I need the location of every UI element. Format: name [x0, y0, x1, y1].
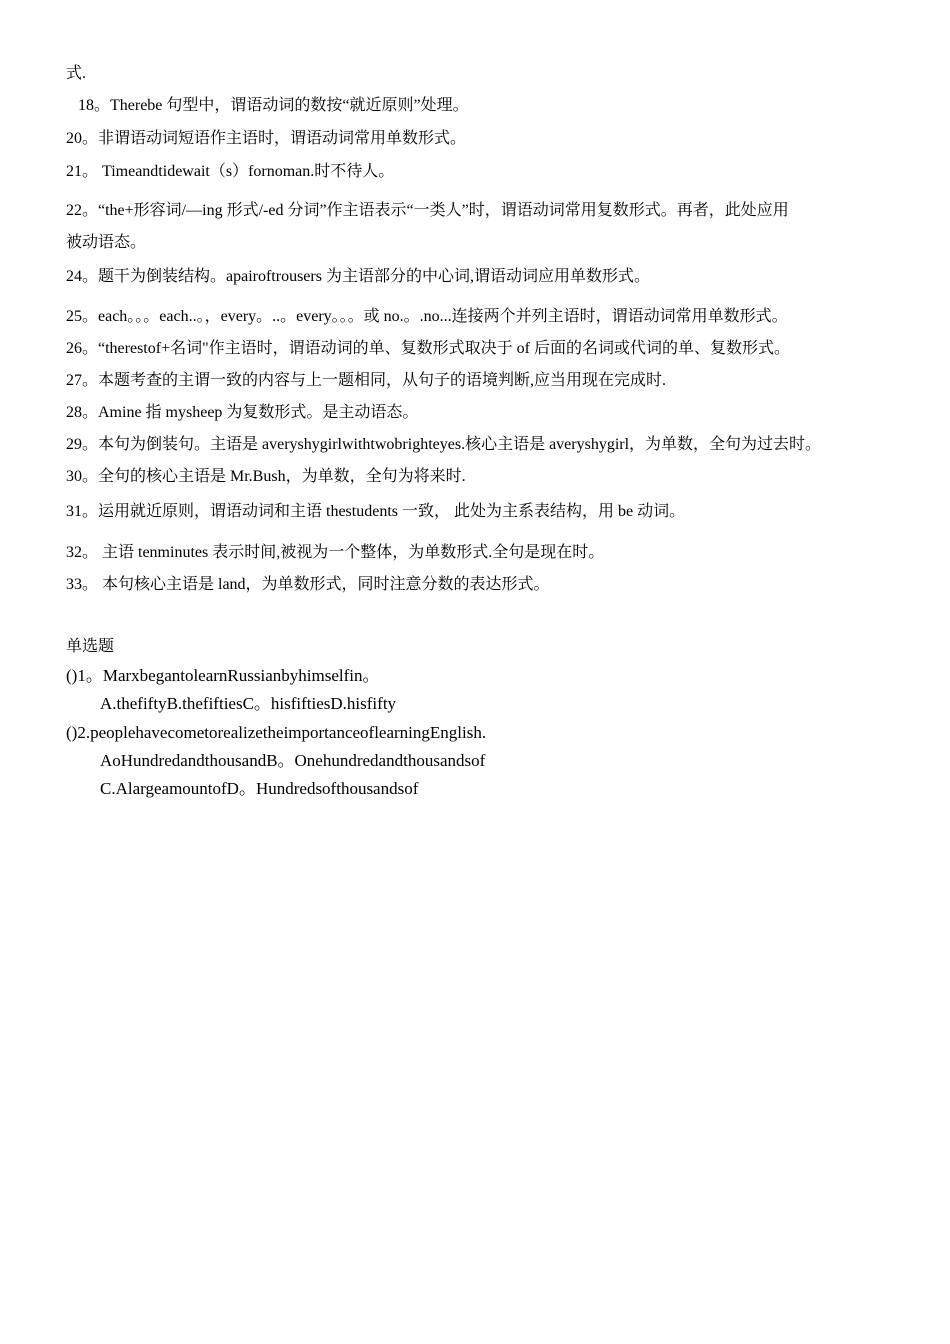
question-2-options: AoHundredandthousandB。Onehundredandthousandsof	[100, 751, 486, 770]
question-2-options: C.AlargeamountofD。Hundredsofthousandsof	[100, 779, 419, 798]
note-line: 33。 本句核心主语是 land，为单数形式，同时注意分数的表达形式。	[66, 576, 550, 593]
note-line: 32。 主语 tenminutes 表示时间,被视为一个整体，为单数形式.全句是现在时。	[66, 544, 605, 561]
note-line: 26。“therestof+名词"作主语时，谓语动词的单、复数形式取决于 of 后面的名词或代词的单、复数形式。	[66, 340, 790, 357]
note-line: 28。Amine 指 mysheep 为复数形式。是主动语态。	[66, 404, 419, 421]
question-1: ()1。MarxbegantolearnRussianbyhimselfin。	[66, 666, 380, 685]
note-line: 24。题干为倒装结构。apairoftrousers 为主语部分的中心词,谓语动词应用单数形式。	[66, 268, 650, 285]
section-title: 单选题	[66, 638, 115, 655]
note-line: 18。Therebe 句型中，谓语动词的数按“就近原则”处理。	[78, 97, 469, 114]
note-line: 被动语态。	[66, 234, 147, 251]
note-line: 式.	[66, 65, 87, 82]
note-line: 25。each。。。each..。，every。..。every。。。或 no.。.no...连接两个并列主语时，谓语动词常用单数形式。	[66, 308, 788, 325]
note-line: 27。本题考查的主谓一致的内容与上一题相同，从句子的语境判断,应当用现在完成时.	[66, 372, 667, 389]
note-line: 29。本句为倒装句。主语是 averyshygirlwithtwobrighteyes.核心主语是 averyshygirl，为单数，全句为过去时。	[66, 436, 822, 453]
note-line: 30。全句的核心主语是 Mr.Bush，为单数，全句为将来时.	[66, 468, 466, 485]
note-line: 22。“the+形容词/—ing 形式/-ed 分词”作主语表示“一类人”时，谓语动词常用复数形式。再者，此处应用	[66, 202, 789, 219]
note-line: 20。非谓语动词短语作主语时，谓语动词常用单数形式。	[66, 130, 467, 147]
note-line: 31。运用就近原则，谓语动词和主语 thestudents 一致， 此处为主系表结构，用 be 动词。	[66, 503, 686, 520]
note-line: 21。 Timeandtidewait（s）fornoman.时不待人。	[66, 163, 395, 180]
question-1-options: A.thefiftyB.thefiftiesC。hisfiftiesD.hisfifty	[100, 694, 397, 713]
question-2: ()2.peoplehavecometorealizetheimportanceoflearningEnglish.	[66, 723, 487, 742]
